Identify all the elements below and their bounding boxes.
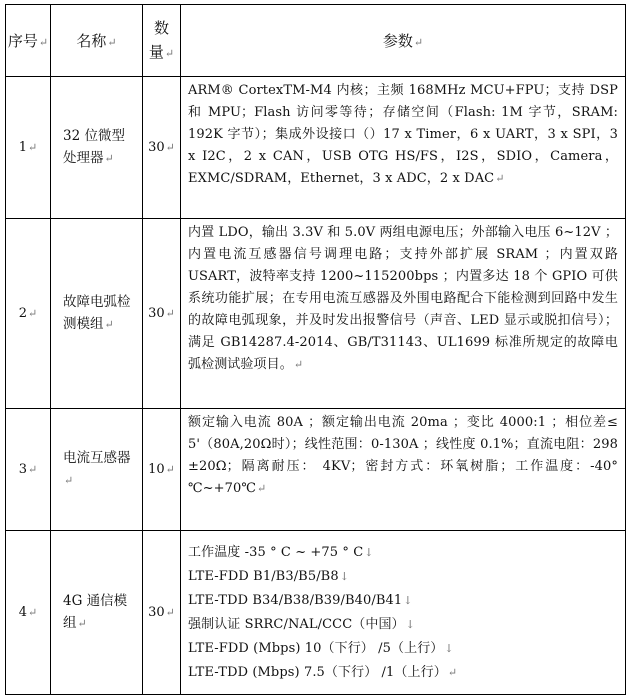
- table-row: [6, 531, 626, 695]
- row-name: 32 位微型处理器↵: [51, 77, 143, 219]
- header-qty: 数 量↵: [143, 5, 181, 77]
- param-line: LTE-FDD (Mbps) 10（下行） /5（上行）↓: [188, 640, 454, 656]
- row-name: 4G 通信模组↵: [51, 531, 143, 695]
- row-params: ARM® CortexTM-M4 内核；主频 168MHz MCU+FPU；支持 DSP 和 MPU；Flash 访问零等待；存储空间（Flash: 1M 字节，SRAM: 192K 字节）；集成外设接口（）17 x Timer，6 x UART，3 x SPI，3 x I2C，2 x CAN，USB OTG HS/FS，I2S，SDIO，Camera，EXMC/SDRAM，Ethernet，3 x ADC，2 x DAC↵: [181, 77, 626, 219]
- row-params: 内置 LDO，输出 3.3V 和 5.0V 两组电源电压；外部输入电压 6~12V ；内置电流互感器信号调理电路；支持外部扩展 SRAM ；内置双路 USART，波特率支持 1200~115200bps ；内置多达 18 个 GPIO 可供系统功能扩展；在专用电流互感器及外围电路配合下能检测到回路中发生的故障电弧现象，并及时发出报警信号（声音、LED 显示或脱扣信号）；满足 GB14287.4-2014、GB/T31143、UL1699 标准所规定的故障电弧检测试验项目。↵: [181, 219, 626, 409]
- row-qty: 30↵: [143, 77, 181, 219]
- header-params: 参数↵: [181, 5, 626, 77]
- param-line: LTE-TDD B34/B38/B39/B40/B41↓: [188, 592, 413, 608]
- row-params: 额定输入电流 80A ；额定输出电流 20ma ；变比 4000:1 ；相位差≤ 5'（80A,20Ω时）；线性范围：0-130A ；线性度 0.1%；直流电阻：298 ±20Ω；隔离耐压： 4KV；密封方式：环氧树脂；工作温度：-40° ℃~+70℃↵: [181, 409, 626, 531]
- row-qty: 30↵: [143, 531, 181, 695]
- spec-table: [5, 4, 626, 695]
- row-name: 电流互感器↵: [51, 409, 143, 531]
- row-qty: 30↵: [143, 219, 181, 409]
- header-row: [6, 5, 626, 77]
- row-index: 3↵: [6, 409, 51, 531]
- row-params: [181, 531, 626, 695]
- row-index: 2↵: [6, 219, 51, 409]
- table-row: [6, 409, 626, 531]
- row-name: 故障电弧检测模组↵: [51, 219, 143, 409]
- header-name: 名称↵: [51, 5, 143, 77]
- header-index: 序号↵: [6, 5, 51, 77]
- row-index: 1↵: [6, 77, 51, 219]
- param-line: 工作温度 -35 ° C ~ +75 ° C↓: [188, 544, 374, 560]
- param-line: 强制认证 SRRC/NAL/CCC（中国）↓: [188, 616, 415, 632]
- param-line: LTE-TDD (Mbps) 7.5（下行） /1（上行）↵: [188, 664, 458, 680]
- param-line: LTE-FDD B1/B3/B5/B8↓: [188, 568, 350, 584]
- table-row: [6, 77, 626, 219]
- row-qty: 10↵: [143, 409, 181, 531]
- row-index: 4↵: [6, 531, 51, 695]
- table-row: [6, 219, 626, 409]
